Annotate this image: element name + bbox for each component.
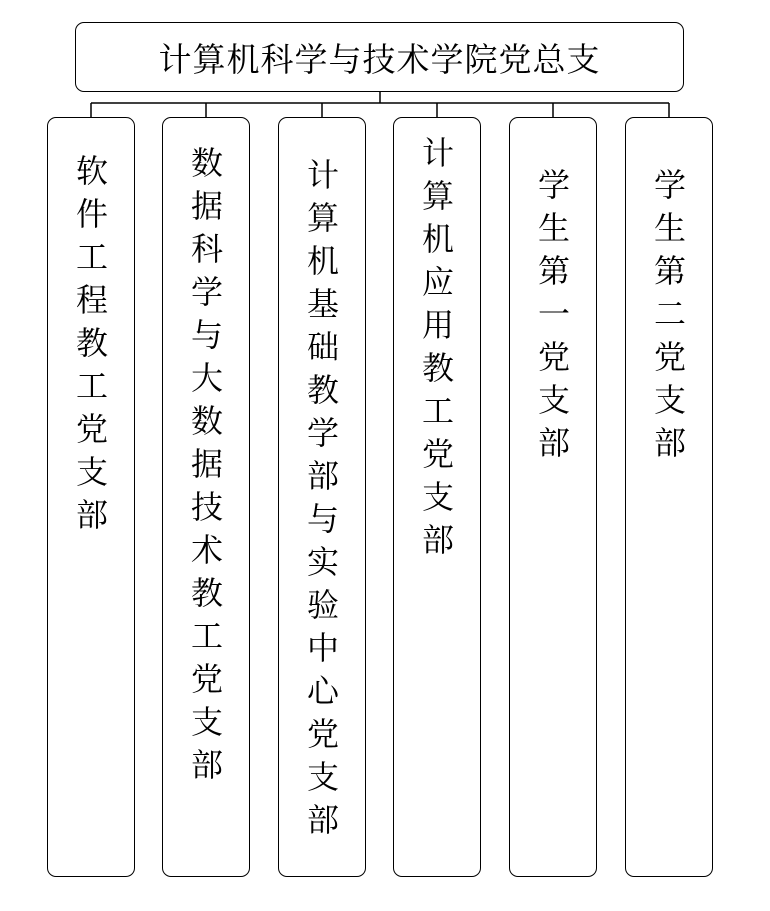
branch-node-computer-foundation xyxy=(278,117,366,877)
branch-node-student-first xyxy=(509,117,597,877)
branch-node-label: 数据科学与大数据技术教工党支部 xyxy=(186,146,224,791)
branch-node-label: 学生第一党支部 xyxy=(533,168,571,469)
branch-node-label: 软件工程教工党支部 xyxy=(71,154,109,541)
branch-node-student-second xyxy=(625,117,713,877)
branch-node-data-science xyxy=(162,117,250,877)
branch-node-software-engineering xyxy=(47,117,135,877)
root-node-label: 计算机科学与技术学院党总支 xyxy=(158,39,601,79)
branch-node-computer-application xyxy=(393,117,481,877)
branch-node-label: 学生第二党支部 xyxy=(649,168,687,469)
branch-node-label: 计算机应用教工党支部 xyxy=(417,136,455,566)
branch-node-label: 计算机基础教学部与实验中心党支部 xyxy=(302,158,340,846)
root-node xyxy=(75,22,684,92)
